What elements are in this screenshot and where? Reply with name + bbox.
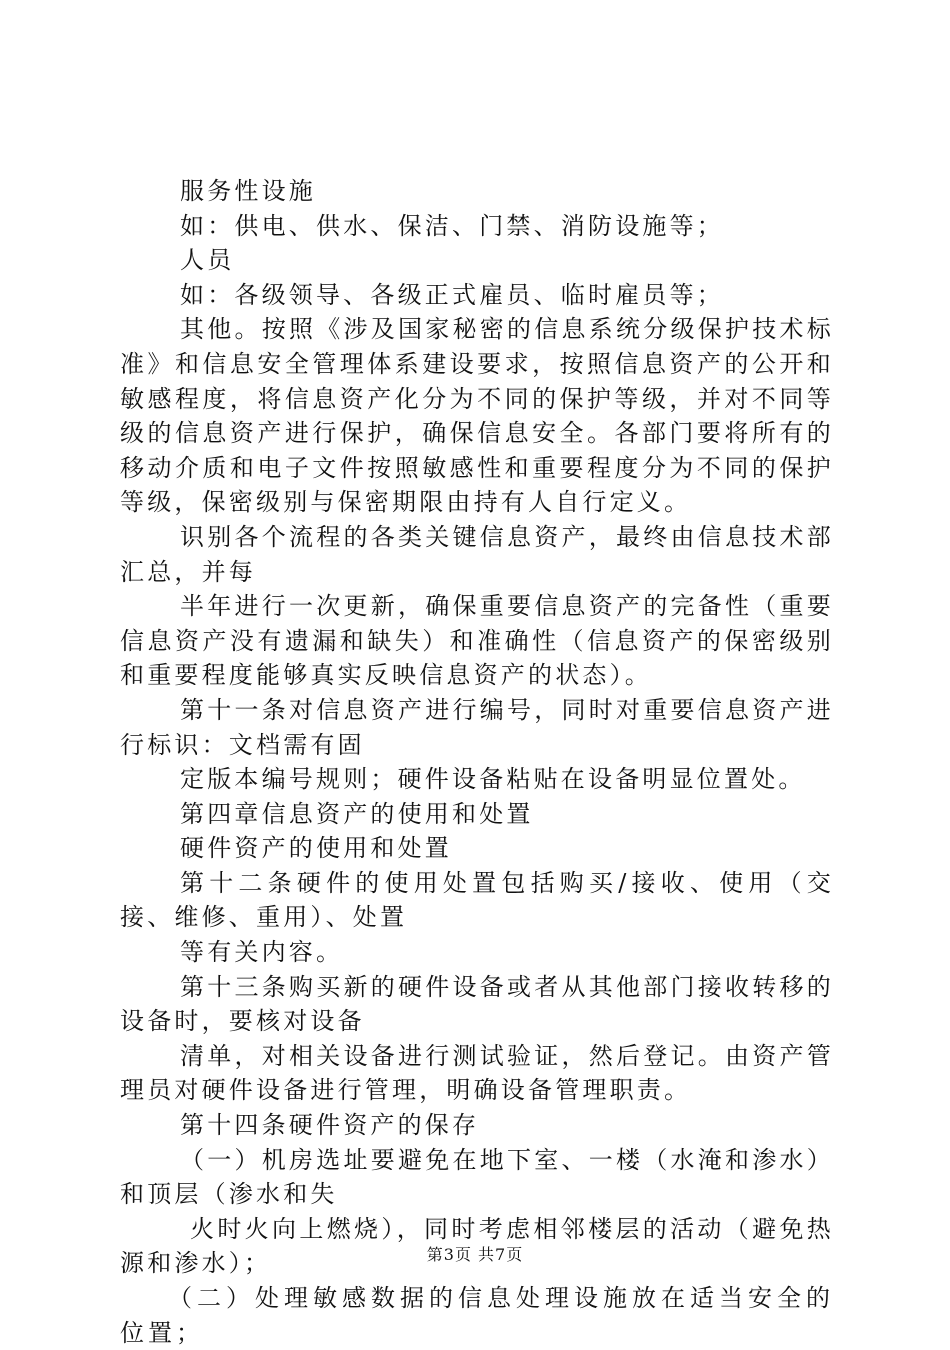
page-number-footer: 第3页 共7页 bbox=[426, 1245, 524, 1264]
paragraph: 如：各级领导、各级正式雇员、临时雇员等； bbox=[180, 280, 724, 309]
paragraph: 第十一条对信息资产进行编号，同时对重要信息资产进行标识：文档需有固 bbox=[120, 695, 834, 759]
paragraph: （一）机房选址要避免在地下室、一楼（水淹和渗水）和顶层（渗水和失 bbox=[120, 1145, 834, 1209]
paragraph: （二）处理敏感数据的信息处理设施放在适当安全的位置； bbox=[120, 1284, 834, 1347]
section-heading: 硬件资产的使用和处置 bbox=[180, 834, 452, 863]
paragraph: 等有关内容。 bbox=[180, 938, 344, 967]
paragraph: 定版本编号规则；硬件设备粘贴在设备明显位置处。 bbox=[180, 765, 806, 794]
article-heading: 第十四条硬件资产的保存 bbox=[180, 1111, 480, 1140]
paragraph: 火时火向上燃烧），同时考虑相邻楼层的活动（避免热源和渗水）； bbox=[120, 1214, 834, 1278]
document-body bbox=[120, 174, 834, 1350]
paragraph: 服务性设施 bbox=[180, 177, 316, 205]
paragraph: 人员 bbox=[180, 246, 235, 275]
paragraph: 半年进行一次更新，确保重要信息资产的完备性（重要信息资产没有遗漏和缺失）和准确性（信息资产的保密级别和重要程度能够真实反映信息资产的状态）。 bbox=[120, 592, 834, 690]
paragraph: 其他。按照《涉及国家秘密的信息系统分级保护技术标准》和信息安全管理体系建设要求，按照信息资产的公开和敏感程度，将信息资产化分为不同的保护等级，并对不同等级的信息资产进行保护，确保信息安全。各部门要将所有的移动介质和电子文件按照敏感性和重要程度分为不同的保护等级，保密级别与保密期限由持有人自行定义。 bbox=[120, 315, 834, 517]
paragraph: 清单，对相关设备进行测试验证，然后登记。由资产管理员对硬件设备进行管理，明确设备管理职责。 bbox=[120, 1041, 834, 1105]
paragraph: 识别各个流程的各类关键信息资产，最终由信息技术部汇总，并每 bbox=[120, 522, 834, 586]
chapter-heading: 第四章信息资产的使用和处置 bbox=[180, 799, 534, 828]
paragraph: 如：供电、供水、保洁、门禁、消防设施等； bbox=[180, 211, 724, 240]
paragraph: 第十二条硬件的使用处置包括购买/接收、使用（交接、维修、重用）、处置 bbox=[120, 868, 834, 932]
paragraph: 第十三条购买新的硬件设备或者从其他部门接收转移的设备时，要核对设备 bbox=[120, 972, 834, 1036]
